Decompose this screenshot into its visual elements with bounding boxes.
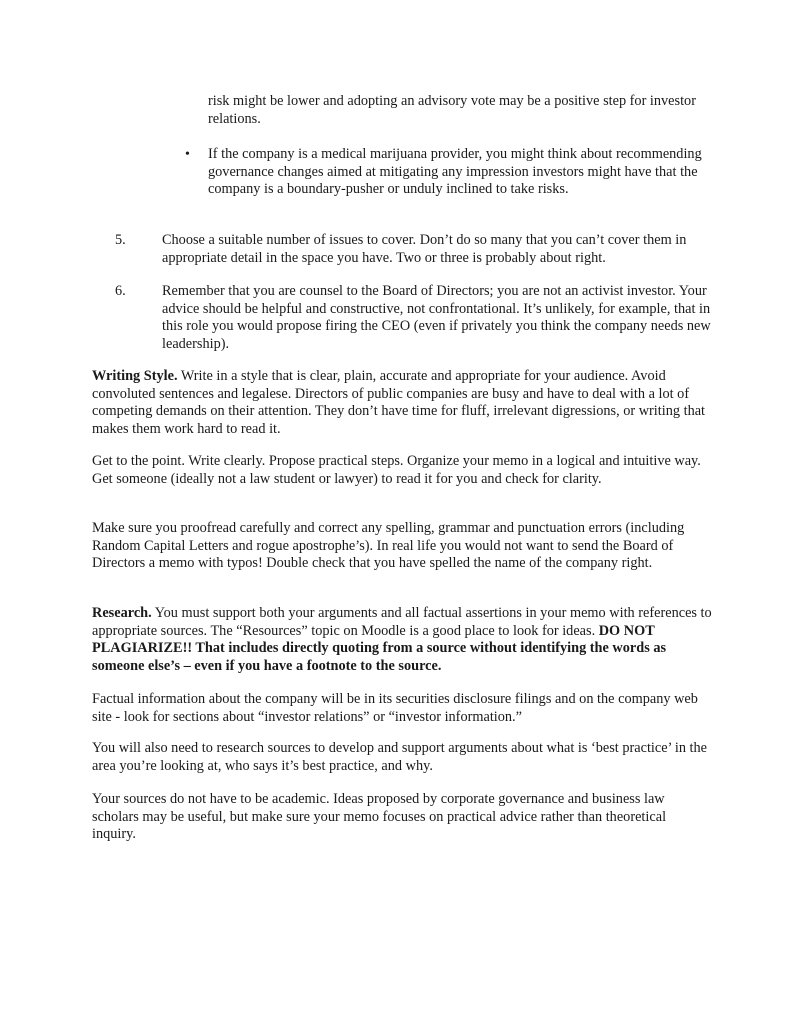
writing-style-heading: Writing Style. bbox=[92, 368, 178, 384]
research-body: You must support both your arguments and all factual assertions in your memo with references to appropriate sources. The “Resources” topic on Moodle is a good place to look for ideas. bbox=[92, 605, 712, 639]
writing-style-paragraph bbox=[92, 368, 712, 438]
item-number: 6. bbox=[115, 283, 126, 299]
academic-sources-paragraph: Your sources do not have to be academic. Ideas proposed by corporate governance and business law scholars may be useful, but make sure your memo focuses on practical advice rather than theoretical inquiry. bbox=[92, 791, 667, 843]
proofread-paragraph: Make sure you proofread carefully and correct any spelling, grammar and punctuation errors (including Random Capital Letters and rogue apostrophe’s). In real life you would not want to send the Board of Directors a memo with typos! Double check that you have spelled the name of the company right. bbox=[92, 520, 685, 572]
item-text: Remember that you are counsel to the Board of Directors; you are not an activist investor. Your advice should be helpful and constructive, not confrontational. It’s unlikely, for example, that in this role you would propose firing the CEO (even if privately you think the company needs new leadership). bbox=[162, 283, 711, 352]
plagiarism-warning: DO NOT PLAGIARIZE!! That includes directly quoting from a source without identifying the words as someone else’s – even if you have a footnote to the source. bbox=[92, 622, 667, 674]
bullet-text: If the company is a medical marijuana provider, you might think about recommending governance changes aimed at mitigating any impression investors might have that the company is a boundary-pusher or unduly inclined to take risks. bbox=[208, 146, 702, 198]
factual-info-paragraph: Factual information about the company will be in its securities disclosure filings and on the company web site - look for sections about “investor relations” or “investor information.” bbox=[92, 691, 698, 725]
writing-style-body: Write in a style that is clear, plain, accurate and appropriate for your audience. Avoid convoluted sentences and legalese. Directors of public companies are busy and have to deal with a lot of competing demands on their attention. They don’t have time for fluff, irrelevant digressions, or writing that makes them work hard to read it. bbox=[92, 368, 706, 437]
research-sources-paragraph: You will also need to research sources to develop and support arguments about what is ‘best practice’ in the area you’re looking at, who says it’s best practice, and why. bbox=[92, 740, 708, 774]
research-heading: Research. bbox=[92, 605, 152, 621]
item-number: 5. bbox=[115, 232, 126, 248]
continuation-text: risk might be lower and adopting an advisory vote may be a positive step for investor relations. bbox=[208, 93, 696, 127]
item-text: Choose a suitable number of issues to cover. Don’t do so many that you can’t cover them in appropriate detail in the space you have. Two or three is probably about right. bbox=[162, 232, 687, 266]
bullet-symbol: • bbox=[185, 147, 190, 162]
research-paragraph bbox=[92, 605, 712, 675]
get-to-point-paragraph: Get to the point. Write clearly. Propose practical steps. Organize your memo in a logical and intuitive way. Get someone (ideally not a law student or lawyer) to read it for you and check for clarity. bbox=[92, 453, 701, 487]
